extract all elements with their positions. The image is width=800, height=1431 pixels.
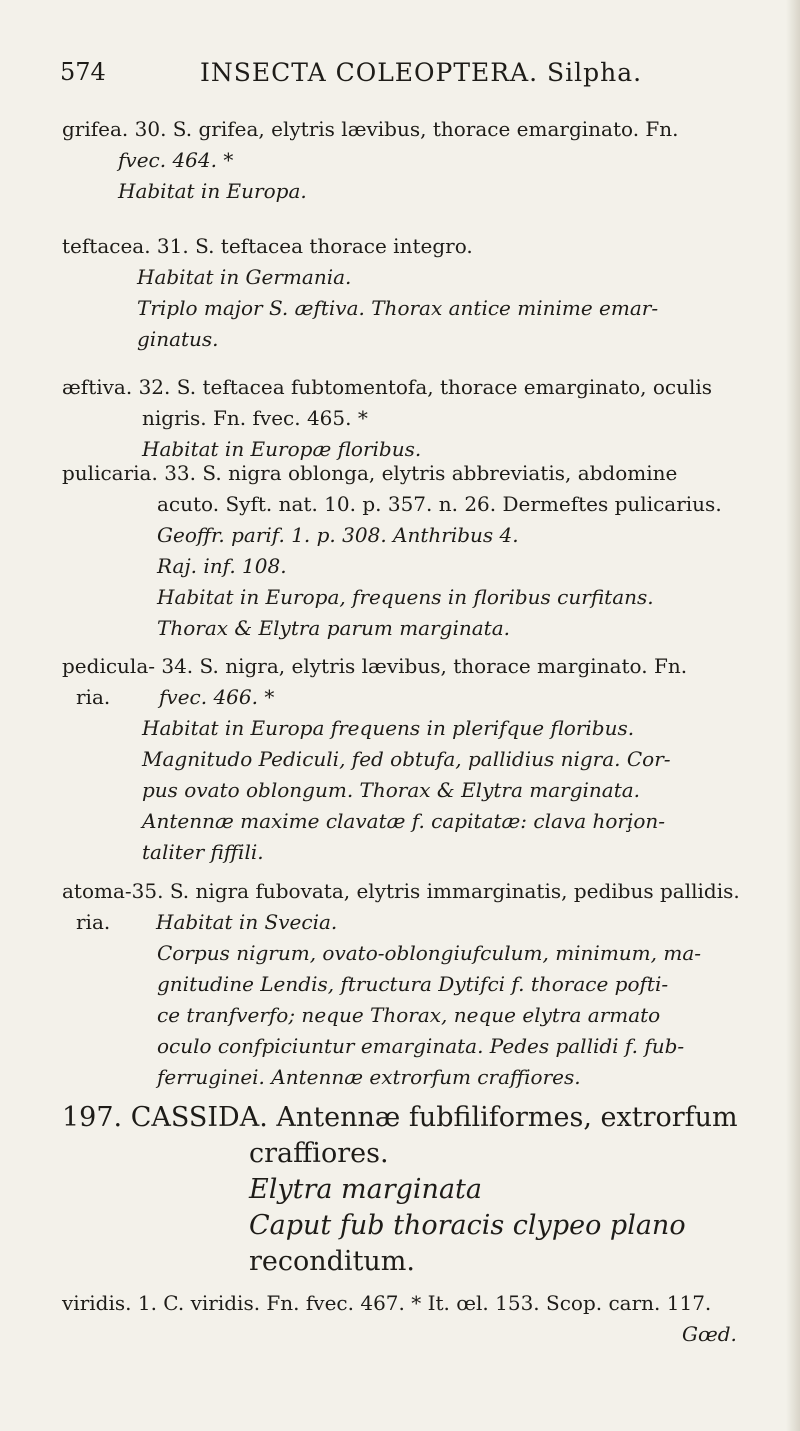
entry-line: 30. S. grifea, elytris lævibus, thorace emarginato. Fn. <box>134 117 679 141</box>
species-entry <box>62 458 774 644</box>
species-name: grifea. <box>62 117 129 141</box>
entry-line: Corpus nigrum, ovato-oblongiufculum, minimum, ma- <box>157 941 702 965</box>
genus-line: reconditum. <box>249 1246 415 1277</box>
species-entry <box>62 372 774 465</box>
entry-line: gnitudine Lendis, ftructura Dytifci f. thorace pofti- <box>157 972 669 996</box>
entry-line: Habitat in Europa. <box>118 179 307 203</box>
species-entry <box>62 1288 774 1350</box>
entry-line: taliter fiffili. <box>142 840 264 864</box>
species-name: atoma- <box>62 879 132 903</box>
entry-line: Habitat in Europa frequens in plerifque floribus. <box>142 716 635 740</box>
genus-line: CASSIDA. Antennæ fubfiliformes, extrorfum <box>130 1102 738 1133</box>
entry-line: 32. S. teftacea fubtomentofa, thorace emarginato, oculis <box>138 375 713 399</box>
running-head: INSECTA COLEOPTERA. Silpha. <box>200 58 643 87</box>
genus-line: craffiores. <box>249 1138 389 1169</box>
species-name: teftacea. <box>62 234 151 258</box>
page-header <box>60 58 760 98</box>
species-entry <box>62 876 774 1093</box>
entry-line: Habitat in Germania. <box>137 265 352 289</box>
entry-line: Habitat in Europæ floribus. <box>142 437 422 461</box>
entry-line: Antennæ maxime clavatæ f. capitatæ: clava hori̧on- <box>142 809 666 833</box>
entry-line: acuto. Syft. nat. 10. p. 357. n. 26. Dermeftes pulicarius. <box>157 492 722 516</box>
genus-number: 197. <box>62 1102 123 1133</box>
entry-line: pus ovato oblongum. Thorax & Elytra marginata. <box>142 778 641 802</box>
species-name: pedicula- <box>62 654 155 678</box>
entry-line: ferruginei. Antennæ extrorfum craffiores. <box>157 1065 581 1089</box>
entry-line: 33. S. nigra oblonga, elytris abbreviatis, abdomine <box>164 461 678 485</box>
entry-line: Habitat in Svecia. <box>156 910 338 934</box>
entry-line: oculo confpiciuntur emarginata. Pedes pallidi f. fub- <box>157 1034 685 1058</box>
entry-line: ginatus. <box>137 327 219 351</box>
species-entry <box>62 231 774 355</box>
genus-line: Caput fub thoracis clypeo plano <box>249 1210 686 1241</box>
entry-line: 1. C. viridis. Fn. fvec. 467. * It. œl. 153. Scop. carn. 117. <box>137 1291 712 1315</box>
entry-line: fvec. 466. * <box>159 685 275 709</box>
entry-line: fvec. 464. * <box>118 148 234 172</box>
species-name: viridis. <box>62 1291 132 1315</box>
species-name-cont: ria. <box>76 685 111 709</box>
entry-line: nigris. Fn. fvec. 465. * <box>142 406 368 430</box>
entry-line: Geoffr. parif. 1. p. 308. Anthribus 4. <box>157 523 519 547</box>
entry-line: 31. S. teftacea thorace integro. <box>156 234 473 258</box>
page-number: 574 <box>60 58 106 86</box>
page-edge-shadow <box>786 0 800 1431</box>
entry-line: Gœd. <box>682 1322 737 1346</box>
entry-line: 34. S. nigra, elytris lævibus, thorace marginato. Fn. <box>161 654 688 678</box>
entry-line: Triplo major S. æftiva. Thorax antice minime emar- <box>137 296 659 320</box>
entry-line: Habitat in Europa, frequens in floribus curfitans. <box>157 585 654 609</box>
entry-line: Magnitudo Pediculi, fed obtufa, pallidius nigra. Cor- <box>142 747 671 771</box>
entry-line: ce tranfverfo; neque Thorax, neque elytra armato <box>157 1003 661 1027</box>
species-name: æftiva. <box>62 375 133 399</box>
entry-line: 35. S. nigra fubovata, elytris immarginatis, pedibus pallidis. <box>131 879 740 903</box>
genus-line: Elytra marginata <box>249 1174 482 1205</box>
entry-line: Thorax & Elytra parum marginata. <box>157 616 510 640</box>
entry-line: Raj. inf. 108. <box>157 554 287 578</box>
species-name-cont: ria. <box>76 910 111 934</box>
species-entry <box>62 114 774 207</box>
species-name: pulicaria. <box>62 461 158 485</box>
genus-entry <box>62 1100 774 1280</box>
species-entry <box>62 651 774 868</box>
